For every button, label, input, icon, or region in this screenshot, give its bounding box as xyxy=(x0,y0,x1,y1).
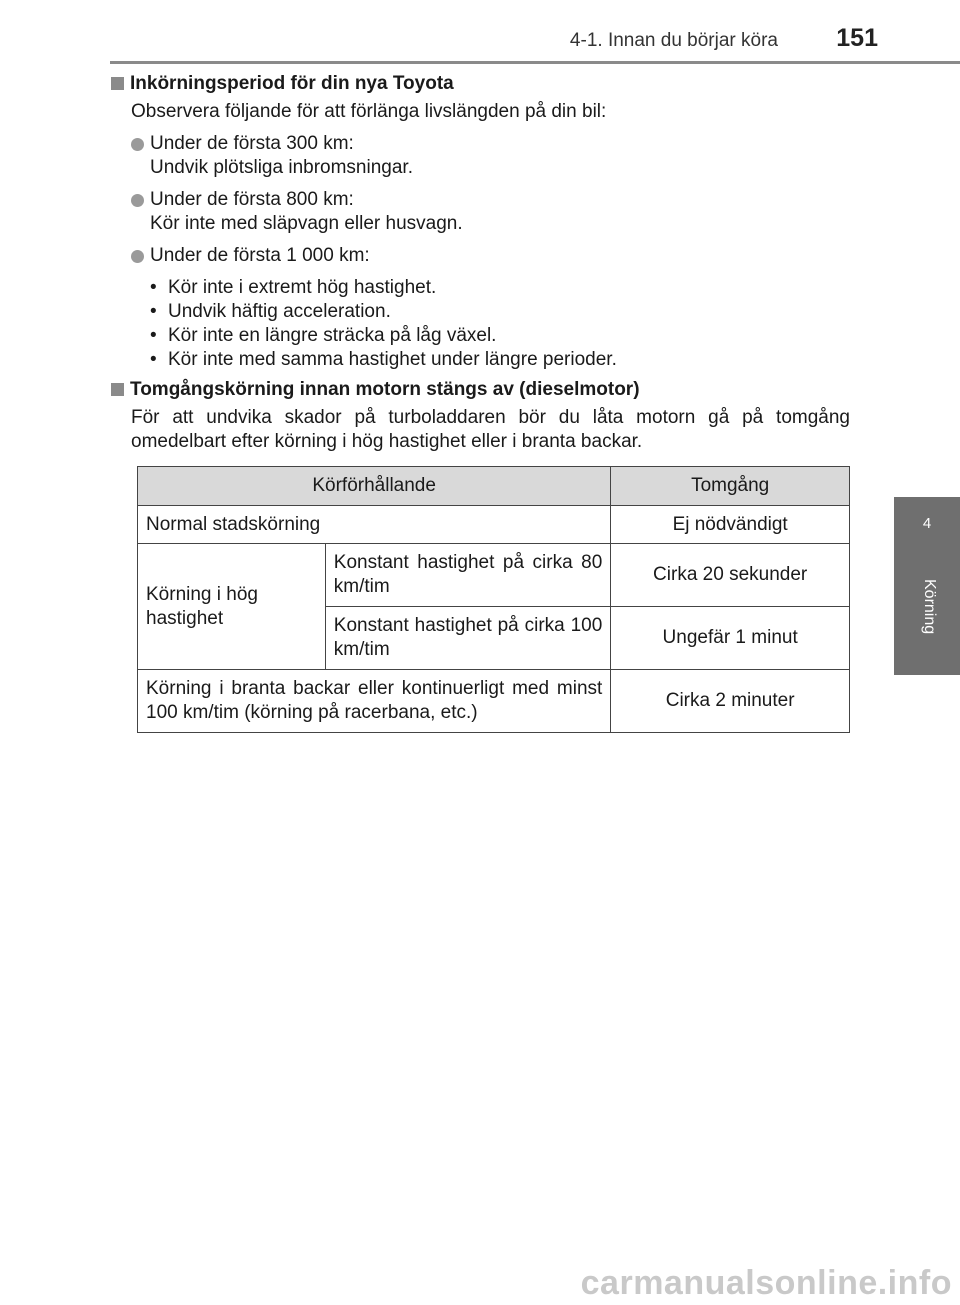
table-cell: Cirka 20 sekunder xyxy=(611,544,850,607)
circle-bullet-icon xyxy=(131,250,144,263)
section-title: 4-1. Innan du börjar köra xyxy=(569,30,778,51)
sub-list-item: • Kör inte i extremt hög hastighet. xyxy=(150,277,437,298)
sub-list xyxy=(110,276,850,372)
table-cell: Körning i hög hastighet xyxy=(138,544,326,670)
list-item: Under de första 300 km: Undvik plötsliga inbromsningar. xyxy=(110,132,850,180)
circle-bullet-icon xyxy=(131,138,144,151)
table-header-row xyxy=(138,467,850,506)
table-cell: Konstant hastighet på cirka 100 km/tim xyxy=(325,607,611,670)
table-cell: Ungefär 1 minut xyxy=(611,607,850,670)
section-text: För att undvika skador på turboladdaren bör du låta motorn gå på tomgång omedelbart efter körning i hög hastighet eller i branta backar. xyxy=(131,407,850,452)
table-row xyxy=(138,670,850,733)
chapter-label: Körning xyxy=(921,579,938,635)
list-item: Under de första 800 km: Kör inte med släpvagn eller husvagn. xyxy=(110,188,850,236)
watermark: carmanualsonline.info xyxy=(580,1264,952,1302)
idle-table xyxy=(137,466,850,733)
column-header: Tomgång xyxy=(611,467,850,506)
list-item: Under de första 1 000 km: xyxy=(110,244,850,268)
sub-list-item: • Undvik häftig acceleration. xyxy=(150,301,391,322)
section-heading: Tomgångskörning innan motorn stängs av (dieselmotor) xyxy=(110,378,850,402)
page-number: 151 xyxy=(836,24,878,52)
section-heading: Inkörningsperiod för din nya Toyota xyxy=(110,72,850,96)
table-cell: Körning i branta backar eller kontinuerligt med minst 100 km/tim (körning på racerbana, etc.) xyxy=(138,670,611,733)
square-bullet-icon xyxy=(111,383,124,396)
table-cell: Cirka 2 minuter xyxy=(611,670,850,733)
column-header: Körförhållande xyxy=(138,467,611,506)
table-cell: Normal stadskörning xyxy=(138,506,611,544)
sub-list-item: • Kör inte en längre sträcka på låg växel. xyxy=(150,325,497,346)
header-rule xyxy=(110,61,960,64)
sub-list-item: • Kör inte med samma hastighet under längre perioder. xyxy=(150,349,617,370)
table-row xyxy=(138,544,850,607)
circle-bullet-icon xyxy=(131,194,144,207)
table-cell: Ej nödvändigt xyxy=(611,506,850,544)
intro-text: Observera följande för att förlänga livslängden på din bil: xyxy=(131,101,607,122)
chapter-tab xyxy=(894,497,960,675)
table-cell: Konstant hastighet på cirka 80 km/tim xyxy=(325,544,611,607)
table-row xyxy=(138,506,850,544)
square-bullet-icon xyxy=(111,77,124,90)
chapter-number: 4 xyxy=(922,515,932,532)
page-header xyxy=(0,0,960,62)
main-content xyxy=(110,72,850,462)
